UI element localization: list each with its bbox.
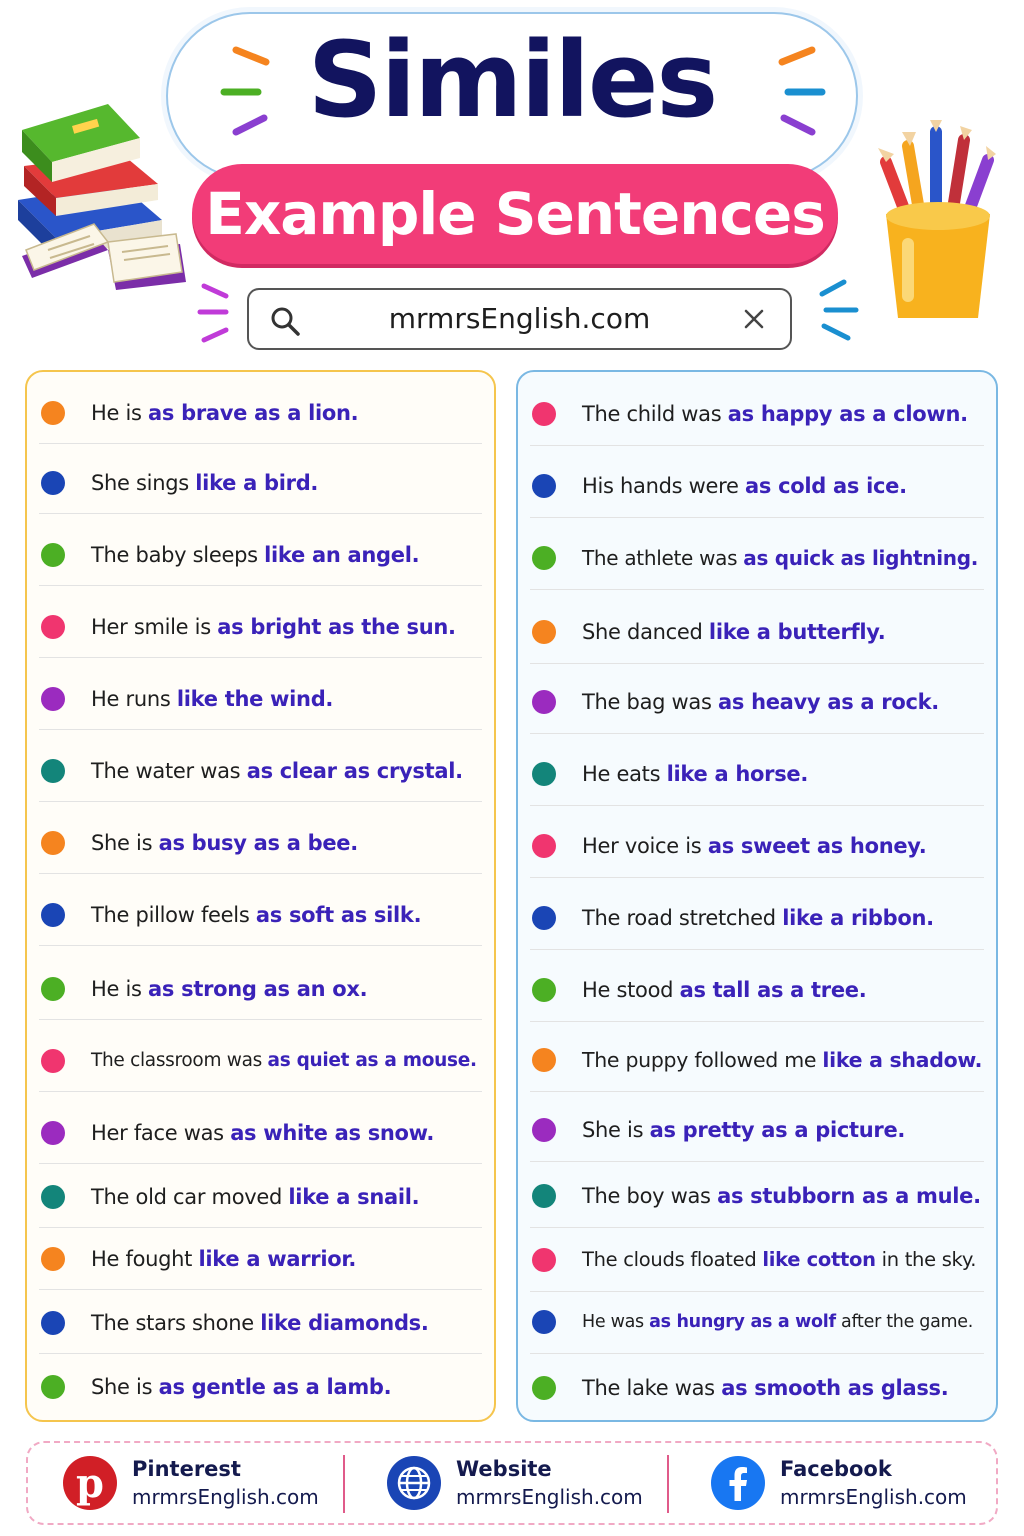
sentence-start: The child was <box>582 401 728 426</box>
sentence-row <box>530 454 984 518</box>
svg-text:p: p <box>76 1460 104 1507</box>
sentence-row <box>530 814 984 878</box>
sentence-text <box>582 474 907 498</box>
simile-phrase: like a butterfly. <box>708 619 886 644</box>
sentence-text <box>91 471 318 495</box>
sparkle-small-right-icon <box>814 276 862 346</box>
sentence-text <box>582 762 808 786</box>
simile-phrase: as quick as lightning. <box>743 545 979 570</box>
sentence-text <box>91 977 367 1001</box>
sentence-start: The lake was <box>582 1376 722 1400</box>
bullet-dot-icon <box>41 471 65 495</box>
sentence-start: She danced <box>582 619 709 644</box>
sentence-row <box>39 740 482 802</box>
close-icon[interactable] <box>742 307 766 331</box>
sentence-start: He fought <box>91 1246 199 1271</box>
sentence-text <box>582 1048 982 1072</box>
bullet-dot-icon <box>532 402 556 426</box>
sentence-row <box>530 382 984 446</box>
sentence-row <box>530 526 984 590</box>
bullet-dot-icon <box>532 690 556 714</box>
bullet-dot-icon <box>41 1311 65 1335</box>
bullet-dot-icon <box>532 1118 556 1142</box>
sentence-row <box>530 1098 984 1162</box>
sentence-start: She is <box>91 830 159 855</box>
simile-phrase: like a ribbon. <box>782 905 934 930</box>
sentence-start: He is <box>91 400 149 425</box>
books-icon <box>12 100 192 328</box>
sentence-row <box>530 600 984 664</box>
sentence-start: He stood <box>582 977 680 1002</box>
bullet-dot-icon <box>532 474 556 498</box>
simile-phrase: like a shadow. <box>822 1047 983 1072</box>
globe-icon <box>386 1455 442 1511</box>
sentence-row <box>530 670 984 734</box>
simile-phrase: as smooth as glass. <box>721 1376 949 1400</box>
bullet-dot-icon <box>532 1248 556 1272</box>
footer-website-title: Website <box>456 1457 552 1481</box>
simile-phrase: as bright as the sun. <box>217 614 456 639</box>
bullet-dot-icon <box>41 977 65 1001</box>
simile-phrase: like a warrior. <box>198 1246 357 1271</box>
sentence-row <box>39 1030 482 1092</box>
sentence-row <box>39 1228 482 1290</box>
bullet-dot-icon <box>41 615 65 639</box>
search-text: mrmrsEnglish.com <box>388 302 651 335</box>
sentence-start: The stars shone <box>91 1310 261 1335</box>
bullet-dot-icon <box>41 903 65 927</box>
simile-phrase: as hungry as a wolf <box>649 1311 836 1332</box>
sentence-start: The boy was <box>582 1183 718 1208</box>
bullet-dot-icon <box>532 978 556 1002</box>
bullet-dot-icon <box>41 1121 65 1145</box>
sentence-row <box>39 1102 482 1164</box>
sentence-text <box>91 615 456 639</box>
sentence-text <box>582 1184 981 1208</box>
sentence-start: Her voice is <box>582 833 708 858</box>
sentence-row <box>39 1166 482 1228</box>
sentence-text <box>91 1121 434 1145</box>
sentence-row <box>39 524 482 586</box>
footer-divider <box>343 1455 345 1513</box>
bullet-dot-icon <box>41 831 65 855</box>
sentence-row <box>530 1290 984 1354</box>
sentence-text <box>91 1375 391 1399</box>
sentence-start: Her face was <box>91 1120 231 1145</box>
simile-phrase: as tall as a tree. <box>679 977 867 1002</box>
footer <box>26 1441 998 1525</box>
sentence-row <box>39 1292 482 1354</box>
bullet-dot-icon <box>532 546 556 570</box>
sentence-text <box>91 687 333 711</box>
sparkle-small-left-icon <box>196 280 236 350</box>
header <box>0 0 1024 360</box>
sentence-end: in the sky. <box>875 1248 977 1271</box>
sentence-start: He is <box>91 976 149 1001</box>
bullet-dot-icon <box>41 687 65 711</box>
sentence-text <box>91 903 421 927</box>
sentence-row <box>530 1164 984 1228</box>
sentence-start: The water was <box>91 758 247 783</box>
simile-phrase: as brave as a lion. <box>148 400 359 425</box>
sentence-start: The clouds floated <box>582 1248 763 1271</box>
bullet-dot-icon <box>41 1247 65 1271</box>
sentence-text <box>91 759 463 783</box>
sentence-start: His hands were <box>582 473 746 498</box>
sentence-text <box>582 1248 976 1271</box>
bullet-dot-icon <box>532 762 556 786</box>
sentence-row <box>530 1356 984 1420</box>
sentence-text <box>582 906 934 930</box>
simile-phrase: as busy as a bee. <box>158 830 358 855</box>
simile-phrase: as heavy as a rock. <box>718 689 939 714</box>
footer-divider <box>667 1455 669 1513</box>
sentence-row <box>39 452 482 514</box>
sparkle-right-icon <box>770 40 830 140</box>
sentence-end: after the game. <box>835 1311 974 1332</box>
sentence-text <box>91 401 358 425</box>
simile-phrase: like a horse. <box>666 761 809 786</box>
simile-phrase: like diamonds. <box>260 1310 429 1335</box>
sentence-text <box>91 831 358 855</box>
sentence-start: The baby sleeps <box>91 542 265 567</box>
bullet-dot-icon <box>41 543 65 567</box>
sentence-start: She is <box>582 1117 650 1142</box>
bullet-dot-icon <box>532 834 556 858</box>
sentence-start: The athlete was <box>582 545 744 570</box>
bullet-dot-icon <box>532 1048 556 1072</box>
footer-facebook-link[interactable]: mrmrsEnglish.com <box>780 1485 967 1509</box>
bullet-dot-icon <box>41 401 65 425</box>
bullet-dot-icon <box>41 1375 65 1399</box>
footer-facebook-title: Facebook <box>780 1457 892 1481</box>
sentence-text <box>582 620 885 644</box>
bullet-dot-icon <box>532 1184 556 1208</box>
sentence-row <box>39 958 482 1020</box>
sentence-text <box>91 1050 477 1071</box>
sentence-start: She sings <box>91 470 196 495</box>
sentence-row <box>530 1228 984 1292</box>
sentence-text <box>582 402 968 426</box>
simile-phrase: as quiet as a mouse. <box>267 1050 477 1071</box>
sentence-start: She is <box>91 1375 159 1399</box>
sentence-row <box>530 958 984 1022</box>
sentence-row <box>39 382 482 444</box>
sentence-text <box>582 690 939 714</box>
footer-pinterest-link[interactable]: mrmrsEnglish.com <box>132 1485 319 1509</box>
bullet-dot-icon <box>532 1376 556 1400</box>
sentence-row <box>530 742 984 806</box>
left-sentence-panel <box>25 370 496 1422</box>
sentence-text <box>582 1118 905 1142</box>
sentence-text <box>582 978 866 1002</box>
sentence-row <box>39 668 482 730</box>
sentence-text <box>91 543 419 567</box>
bullet-dot-icon <box>532 1310 556 1334</box>
sentence-start: He was <box>582 1311 650 1332</box>
sparkle-left-icon <box>218 40 278 140</box>
simile-phrase: like a bird. <box>195 470 319 495</box>
sentence-row <box>530 886 984 950</box>
sentence-start: The old car moved <box>91 1184 289 1209</box>
bullet-dot-icon <box>41 1049 65 1073</box>
simile-phrase: as gentle as a lamb. <box>158 1375 392 1399</box>
simile-phrase: as sweet as honey. <box>707 833 927 858</box>
sentence-text <box>91 1185 419 1209</box>
right-sentence-panel <box>516 370 998 1422</box>
sentence-text <box>582 546 978 570</box>
bullet-dot-icon <box>532 620 556 644</box>
pencil-cup-icon <box>866 118 998 326</box>
simile-phrase: as stubborn as a mule. <box>717 1183 981 1208</box>
bullet-dot-icon <box>41 759 65 783</box>
simile-phrase: as pretty as a picture. <box>649 1117 906 1142</box>
simile-phrase: as cold as ice. <box>745 473 907 498</box>
sentence-start: The classroom was <box>91 1050 268 1071</box>
simile-phrase: as white as snow. <box>230 1120 435 1145</box>
sentence-row <box>39 1356 482 1418</box>
sentence-row <box>39 812 482 874</box>
sentence-start: Her smile is <box>91 614 218 639</box>
sentence-text <box>582 834 926 858</box>
sentence-row <box>530 1028 984 1092</box>
simile-phrase: as clear as crystal. <box>246 758 463 783</box>
simile-phrase: like the wind. <box>176 686 334 711</box>
search-icon <box>269 305 301 337</box>
sentence-text <box>91 1311 429 1335</box>
page-title: Similes <box>307 19 717 141</box>
simile-phrase: as happy as a clown. <box>727 401 968 426</box>
search-bar[interactable] <box>247 288 792 350</box>
sentence-start: He eats <box>582 761 667 786</box>
footer-pinterest-title: Pinterest <box>132 1457 241 1481</box>
simile-phrase: like a snail. <box>288 1184 420 1209</box>
sentence-start: The puppy followed me <box>582 1047 823 1072</box>
sentence-row <box>39 596 482 658</box>
page-subtitle: Example Sentences <box>205 180 825 248</box>
sentence-row <box>39 884 482 946</box>
sentence-start: The bag was <box>582 689 718 714</box>
footer-website-link[interactable]: mrmrsEnglish.com <box>456 1485 643 1509</box>
bullet-dot-icon <box>41 1185 65 1209</box>
sentence-start: The pillow feels <box>91 902 256 927</box>
sentence-text <box>582 1376 948 1400</box>
sentence-text <box>91 1247 356 1271</box>
simile-phrase: like an angel. <box>264 542 420 567</box>
simile-phrase: like cotton <box>762 1248 876 1271</box>
bullet-dot-icon <box>532 906 556 930</box>
facebook-icon <box>710 1455 766 1511</box>
sentence-start: The road stretched <box>582 905 783 930</box>
simile-phrase: as soft as silk. <box>255 902 422 927</box>
sentence-text <box>582 1312 973 1332</box>
sentence-start: He runs <box>91 686 177 711</box>
pinterest-icon <box>62 1455 118 1511</box>
simile-phrase: as strong as an ox. <box>148 976 368 1001</box>
